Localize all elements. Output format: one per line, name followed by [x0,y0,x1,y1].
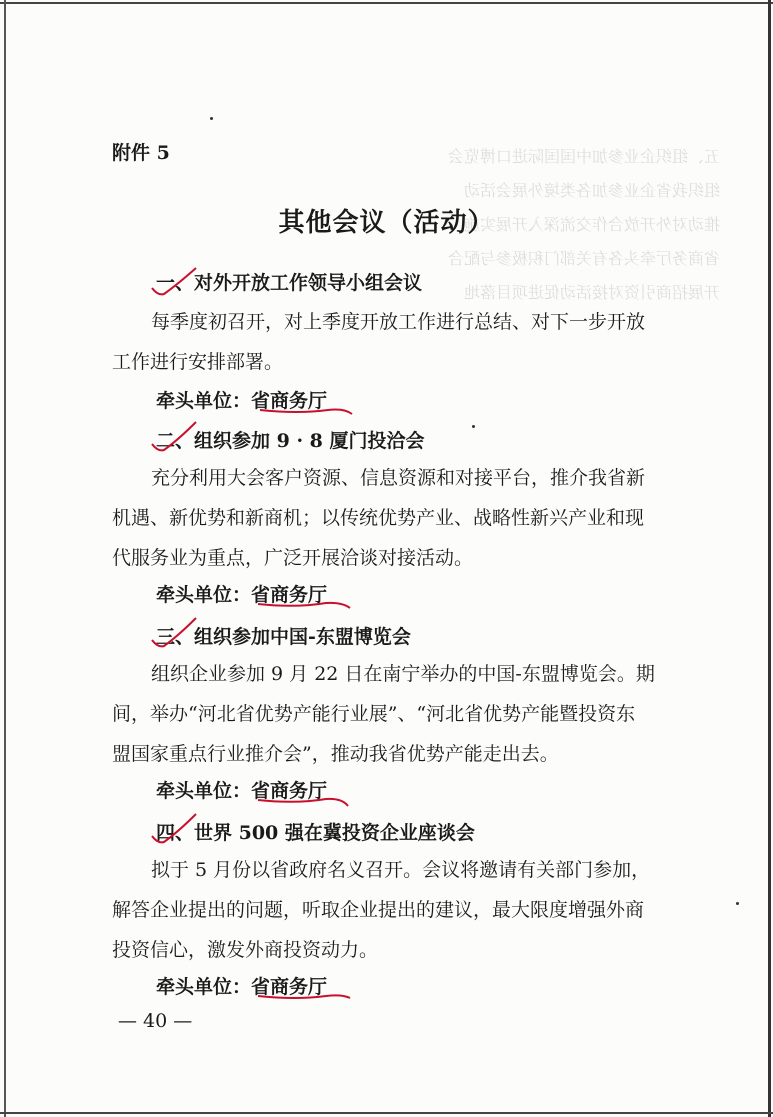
page-title: 其他会议（活动） [278,208,495,238]
scan-border-bottom [0,1112,773,1114]
section-heading-2: 二、组织参加 9 · 8 厦门投洽会 [156,430,425,452]
scan-speck [472,425,475,428]
body-line: 机遇、新优势和新商机；以传统优势产业、战略性新兴产业和现 [112,507,645,529]
bleed-line: 开展招商引资对接活动促进项目落地 [463,283,720,302]
scan-border-right [768,0,771,1117]
lead-unit-org: 省商务厅 [251,780,328,802]
lead-unit-org: 省商务厅 [251,976,328,998]
body-line: 每季度初召开，对上季度开放工作进行总结、对下一步开放 [151,311,646,333]
lead-unit-org: 省商务厅 [251,584,328,606]
body-line: 拟于 5 月份以省政府名义召开。会议将邀请有关部门参加， [151,859,651,881]
section-body-4 [112,850,702,970]
scan-border-left [4,0,6,1117]
bleed-line: 五、组织企业参加中国国际进口博览会 [447,147,720,166]
body-line: 间，举办“河北省优势产能行业展”、“河北省优势产能暨投资东 [112,703,636,725]
body-line: 充分利用大会客户资源、信息资源和对接平台，推介我省新 [151,467,646,489]
lead-unit-3 [156,776,327,803]
lead-unit-label: 牵头单位： [156,976,252,998]
section-body-3 [112,654,702,774]
section-heading-4: 四、世界 500 强在冀投资企业座谈会 [156,822,475,844]
body-line: 组织企业参加 9 月 22 日在南宁举办的中国-东盟博览会。期 [151,663,655,685]
bleed-line: 省商务厅牵头各有关部门积极参与配合 [447,249,720,268]
section-heading-1: 一、对外开放工作领导小组会议 [156,272,423,294]
lead-unit-label: 牵头单位： [156,390,252,412]
page-number: — 40 — [118,1010,193,1032]
body-line: 工作进行安排部署。 [112,351,284,373]
body-line: 盟国家重点行业推介会”，推动我省优势产能走出去。 [112,743,559,765]
body-line: 解答企业提出的问题，听取企业提出的建议，最大限度增强外商 [112,899,645,921]
section-body-2 [112,458,702,578]
lead-unit-1 [156,386,327,413]
lead-unit-label: 牵头单位： [156,584,252,606]
attachment-label: 附件 5 [112,142,170,164]
lead-unit-2 [156,580,327,607]
body-line: 代服务业为重点，广泛开展洽谈对接活动。 [112,547,474,569]
scan-speck [736,902,739,905]
section-body-1 [112,302,702,382]
scan-speck [210,117,213,120]
scan-border-top [0,2,773,4]
bleed-line: 推动对外开放合作交流深入开展实施 [463,215,720,234]
lead-unit-org: 省商务厅 [251,390,328,412]
lead-unit-4 [156,972,327,999]
body-line: 投资信心，激发外商投资动力。 [112,939,379,961]
bleed-line: 组织我省企业参加各类境外展会活动 [463,181,720,200]
lead-unit-label: 牵头单位： [156,780,252,802]
section-heading-3: 三、组织参加中国-东盟博览会 [156,626,411,648]
